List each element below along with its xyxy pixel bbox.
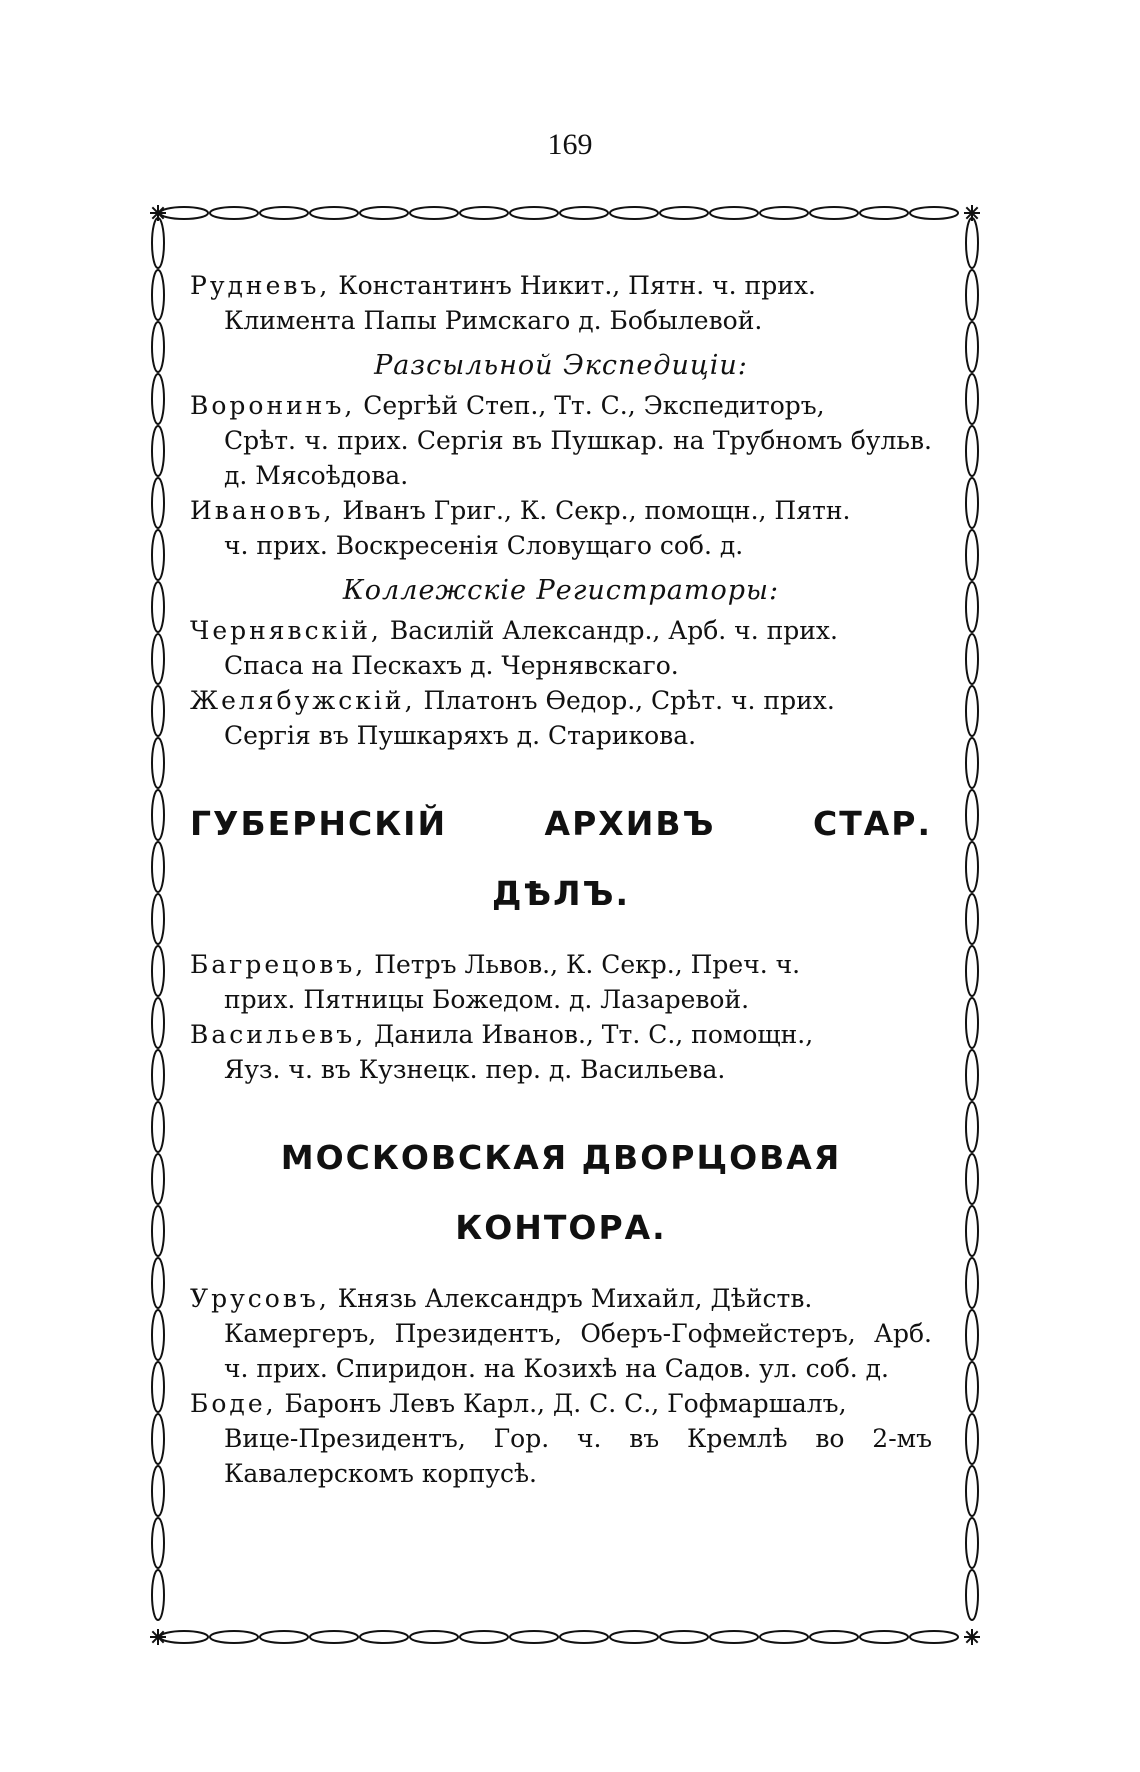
entry-surname: Боде, xyxy=(190,1389,277,1418)
list-item xyxy=(190,683,932,753)
entry-surname: Чернявскій, xyxy=(190,616,382,645)
entry-address: прих. Пятницы Божедом. д. Лазаревой. xyxy=(224,985,750,1014)
entry-surname: Воронинъ, xyxy=(190,391,356,420)
list-item xyxy=(190,268,932,338)
entry-surname: Васильевъ, xyxy=(190,1020,367,1049)
page-number: 169 xyxy=(547,128,593,161)
heading-archive-word2: АРХИВЪ xyxy=(544,804,716,843)
list-item xyxy=(190,1386,932,1491)
section-title-dispatch: Разсыльной Экспедиціи: xyxy=(374,350,748,381)
entry-details: Данила Иванов., Тт. С., помощн., xyxy=(374,1020,814,1049)
heading-archive-line2: ДѢЛЪ. xyxy=(491,874,631,913)
entry-details: Иванъ Григ., К. Секр., помощн., Пятн. xyxy=(342,496,851,525)
list-item xyxy=(190,1281,932,1386)
entry-details: Константинъ Никит., Пятн. ч. прих. xyxy=(338,271,816,300)
entry-address: Спаса на Пескахъ д. Чернявскаго. xyxy=(224,651,679,680)
entry-address: Срѣт. ч. прих. Сергія въ Пушкар. на Трубномъ бульв. д. Мясоѣдова. xyxy=(224,426,932,490)
entry-details: Петръ Львов., К. Секр., Преч. ч. xyxy=(374,950,801,979)
entry-address: Сергія въ Пушкаряхъ д. Старикова. xyxy=(224,721,697,750)
entry-address: ч. прих. Воскресенія Словущаго соб. д. xyxy=(224,531,744,560)
entry-address: Климента Папы Римскаго д. Бобылевой. xyxy=(224,306,763,335)
section-3 xyxy=(190,613,932,753)
entry-address: Яуз. ч. въ Кузнецк. пер. д. Васильева. xyxy=(224,1055,726,1084)
list-item xyxy=(190,388,932,493)
entry-surname: Ивановъ, xyxy=(190,496,335,525)
list-item xyxy=(190,947,932,1017)
heading-archive-word3: СТАР. xyxy=(812,804,932,843)
entry-details: Сергѣй Степ., Тт. С., Экспедиторъ, xyxy=(363,391,825,420)
entry-surname: Рудневъ, xyxy=(190,271,331,300)
section-palace-office xyxy=(190,1281,932,1491)
section-archive xyxy=(190,947,932,1087)
entry-details: Баронъ Левъ Карл., Д. С. С., Гофмаршалъ, xyxy=(284,1389,847,1418)
entry-address: Камергеръ, Президентъ, Оберъ-Гофмейстеръ, Арб. ч. прих. Спиридон. на Козихѣ на Садов. ул. соб. д. xyxy=(224,1319,932,1383)
entry-details: Князь Александръ Михайл, Дѣйств. xyxy=(337,1284,813,1313)
entry-surname: Желябужскій, xyxy=(190,686,416,715)
entry-surname: Багрецовъ, xyxy=(190,950,367,979)
section-1 xyxy=(190,268,932,338)
entry-details: Василій Александр., Арб. ч. прих. xyxy=(389,616,838,645)
page-content xyxy=(190,268,932,1491)
list-item xyxy=(190,493,932,563)
list-item xyxy=(190,1017,932,1087)
entry-address: Вице-Президентъ, Гор. ч. въ Кремлѣ во 2-мъ Кавалерскомъ корпусѣ. xyxy=(224,1424,932,1488)
entry-details: Платонъ Ѳедор., Срѣт. ч. прих. xyxy=(423,686,835,715)
heading-palace-office-line2: КОНТОРА. xyxy=(455,1208,667,1247)
heading-archive xyxy=(190,789,932,859)
entry-surname: Урусовъ, xyxy=(190,1284,330,1313)
section-title-registrars: Коллежскіе Регистраторы: xyxy=(342,575,780,606)
section-2 xyxy=(190,388,932,563)
heading-archive-word1: ГУБЕРНСКІЙ xyxy=(190,804,448,843)
heading-palace-office: МОСКОВСКАЯ ДВОРЦОВАЯ xyxy=(280,1138,842,1177)
list-item xyxy=(190,613,932,683)
